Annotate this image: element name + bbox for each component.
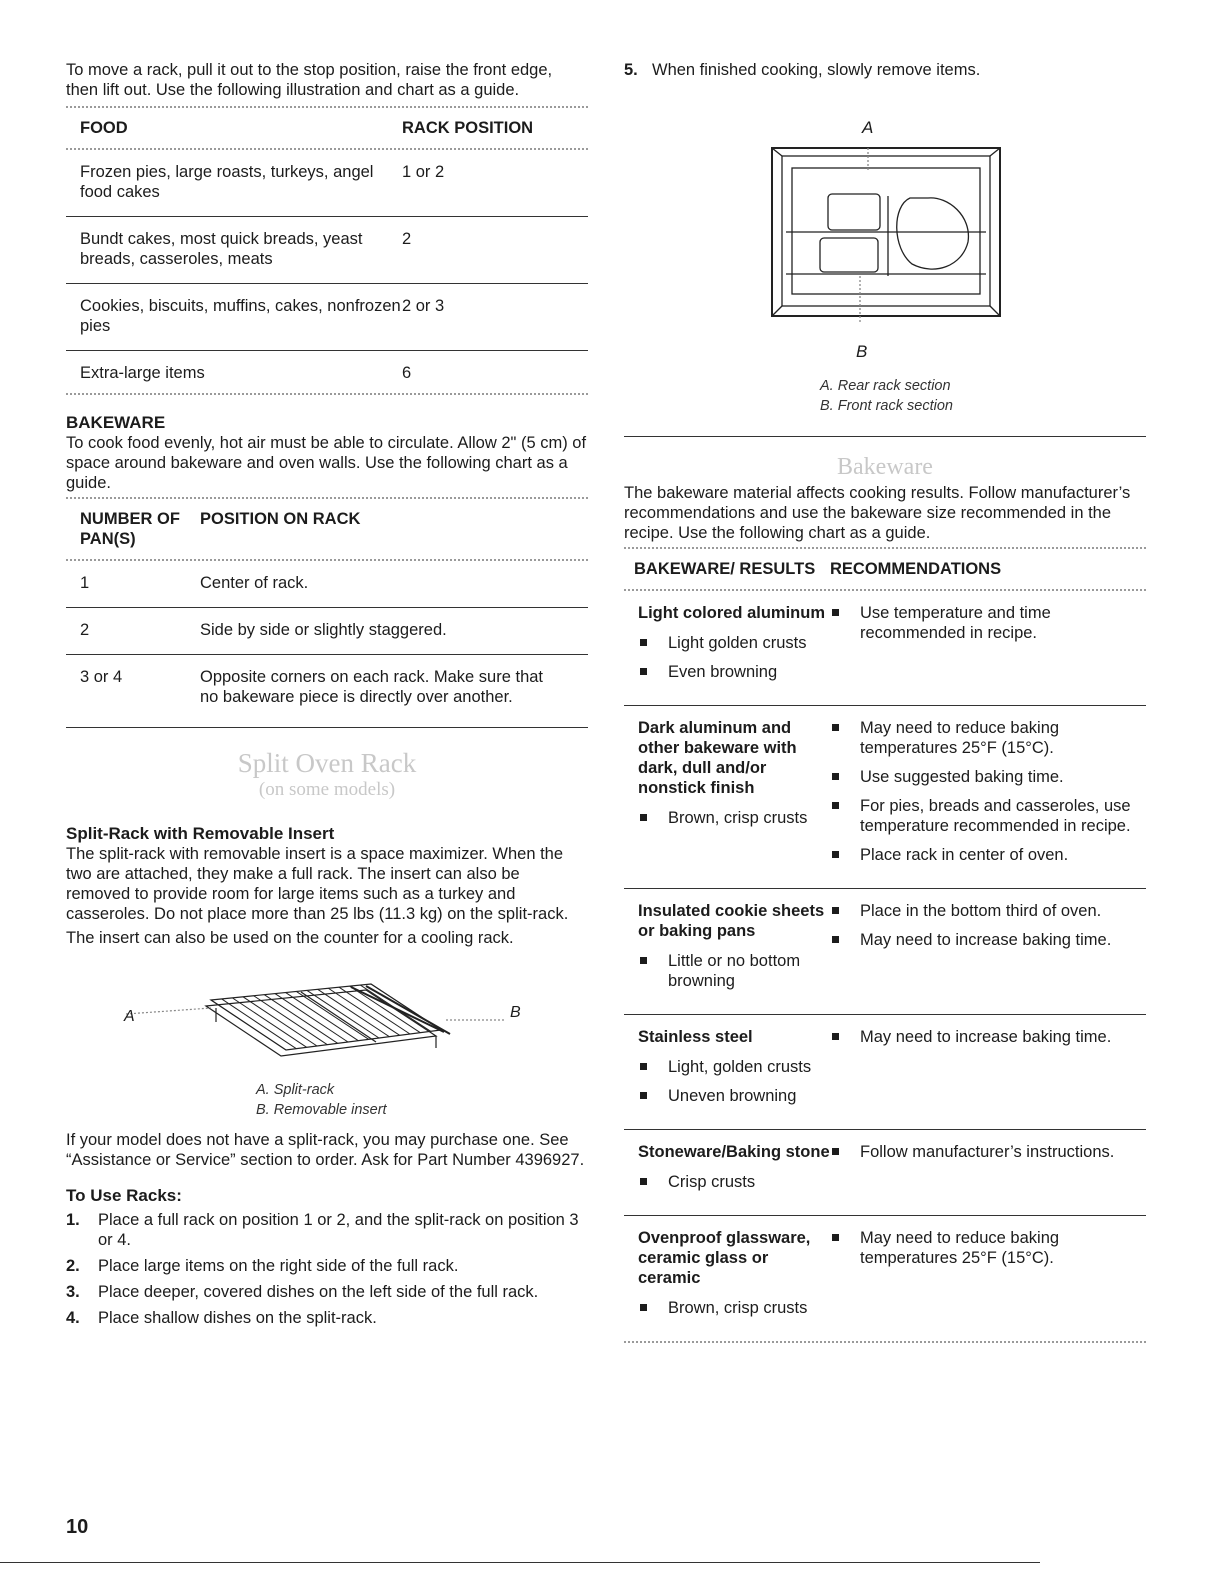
bakeware-recommendations-chart [624,549,1146,1341]
food-cell: Cookies, biscuits, muffins, cakes, nonfrozen pies [66,284,402,351]
label-a: A [124,1008,135,1025]
bakeware-text: To cook food evenly, hot air must be able to circulate. Allow 2" (5 cm) of space around bakeware and oven walls. Use the following chart as a guide. [66,434,587,492]
result-item: Light, golden crusts [638,1057,830,1077]
split-rack-illustration [66,962,588,1090]
list-item: 2. Place large items on the right side of the full rack. [66,1257,459,1275]
table-row [624,591,1146,706]
position-cell: 6 [402,364,412,382]
step-5: 5. When finished cooking, slowly remove items. [624,61,981,79]
position-cell: Side by side or slightly staggered. [200,608,588,655]
header-recommendations: RECOMMENDATIONS [830,560,1002,578]
split-rack-subtitle: (on some models) [258,779,396,800]
right-column [624,60,1146,1343]
header-bakeware-results: BAKEWARE/ RESULTS [634,560,816,578]
divider [66,727,588,728]
table-header [624,549,1146,589]
divider [624,436,1146,437]
table-header [66,108,588,148]
recommendation-item: May need to reduce baking temperatures 25°F (15°C). [830,718,1146,758]
caption-rear-rack: A. Rear rack section [820,378,951,394]
caption-removable-insert: B. Removable insert [256,1102,387,1118]
bakeware-heading: BAKEWARE [66,413,166,432]
recommendation-item: For pies, breads and casseroles, use temperature recommended in recipe. [830,796,1146,836]
bakeware-type: Light colored aluminum [638,604,826,622]
split-rack-title: Split Oven Rack [237,748,417,778]
split-rack-figure [66,962,588,1122]
bakeware-type: Ovenproof glassware, ceramic glass or ceramic [638,1229,811,1287]
recommendation-item: Place rack in center of oven. [830,845,1146,865]
use-racks-steps [66,1210,588,1328]
bakeware-type: Stainless steel [638,1028,753,1046]
table-row [66,351,588,398]
result-item: Light golden crusts [638,633,830,653]
page-number: 10 [66,1516,89,1538]
table-row [66,655,588,722]
purchase-text: If your model does not have a split-rack, you may purchase one. See “Assistance or Service” section to order. Ask for Part Number 4396927. [66,1131,585,1169]
result-item: Uneven browning [638,1086,830,1106]
result-item: Little or no bottom browning [638,951,830,991]
header-position-on-rack: POSITION ON RACK [200,510,361,528]
table-row [624,1130,1146,1216]
header-food: FOOD [80,119,128,137]
result-item: Brown, crisp crusts [638,1298,830,1318]
table-row [624,1015,1146,1130]
list-item: 1. Place a full rack on position 1 or 2, and the split-rack on position 3 or 4. [66,1211,579,1249]
recommendation-item: Place in the bottom third of oven. [830,901,1146,921]
pan-position-chart [66,499,588,721]
table-row [66,217,588,284]
list-item: 3. Place deeper, covered dishes on the left side of the full rack. [66,1283,539,1301]
recommendation-item: Use temperature and time recommended in recipe. [830,603,1146,643]
split-rack-text-2: The insert can also be used on the counter for a cooling rack. [66,929,514,947]
page-bottom-rule [0,1562,1040,1563]
position-cell: 2 [402,217,588,284]
header-rack-position: RACK POSITION [402,119,534,137]
number-cell: 1 [66,561,200,608]
number-cell: 3 or 4 [80,668,123,686]
split-rack-text: The split-rack with removable insert is a space maximizer. When the two are attached, they make a full rack. The insert can also be removed to provide room for large items such as a turkey and casseroles. Do not place more than 25 lbs (11.3 kg) on the split-rack. [66,845,569,923]
recommendation-item: May need to reduce baking temperatures 25°F (15°C). [830,1228,1146,1268]
table-row [66,608,588,655]
result-item: Even browning [638,662,830,682]
bakeware-type: Dark aluminum and other bakeware with dark, dull and/or nonstick finish [638,719,797,797]
result-item: Brown, crisp crusts [638,808,830,828]
list-item: 4. Place shallow dishes on the split-rack. [66,1309,377,1327]
table-row [66,561,588,608]
caption-front-rack: B. Front rack section [820,398,953,414]
label-b: B [510,1004,521,1021]
food-cell: Frozen pies, large roasts, turkeys, angel food cakes [66,150,402,217]
rack-intro: To move a rack, pull it out to the stop position, raise the front edge, then lift out. Use the following illustration and chart as a guide. [66,61,553,99]
number-cell: 2 [66,608,200,655]
divider [624,1341,1146,1343]
oven-illustration [770,146,1002,322]
bakeware-intro: The bakeware material affects cooking results. Follow manufacturer’s recommendations and use the bakeware size recommended in the recipe. Use the following chart as a guide. [624,484,1131,542]
oven-label-a: A [862,118,874,137]
result-item: Crisp crusts [638,1172,830,1192]
table-row [624,1216,1146,1342]
table-row [66,284,588,351]
table-row [624,706,1146,889]
position-cell: 1 or 2 [402,150,588,217]
bakeware-type: Insulated cookie sheets or baking pans [638,902,825,940]
recommendation-item: Use suggested baking time. [830,767,1146,787]
oven-figure [624,80,1146,414]
table-header [66,499,588,559]
recommendation-item: Follow manufacturer’s instructions. [830,1142,1146,1162]
divider [66,393,588,395]
food-cell: Bundt cakes, most quick breads, yeast breads, casseroles, meats [66,217,402,284]
recommendation-item: May need to increase baking time. [830,1027,1146,1047]
use-racks-heading: To Use Racks: [66,1186,182,1205]
bakeware-type: Stoneware/Baking stone [638,1143,830,1161]
header-number-of-pans: NUMBER OF PAN(S) [80,510,180,548]
bakeware-title: Bakeware [837,454,933,480]
recommendation-item: May need to increase baking time. [830,930,1146,950]
left-column [66,60,588,1334]
oven-label-b: B [856,342,868,361]
position-cell: 2 or 3 [402,284,588,351]
rack-position-chart [66,108,588,397]
position-cell: Center of rack. [200,561,588,608]
table-row [624,889,1146,1015]
split-rack-heading: Split-Rack with Removable Insert [66,824,335,843]
position-cell: Opposite corners on each rack. Make sure that no bakeware piece is directly over another. [200,668,544,706]
caption-split-rack: A. Split-rack [256,1082,335,1098]
table-row [66,150,588,217]
food-cell: Extra-large items [80,364,205,382]
